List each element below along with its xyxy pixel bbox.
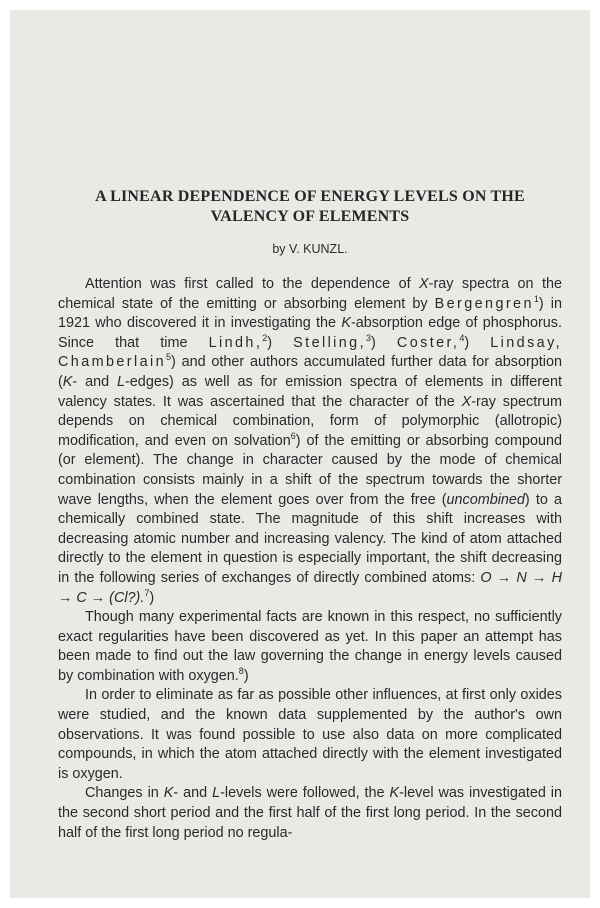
paragraph-4: Changes in K- and L-levels were followed, the K-level was investigated in the second short period and the first half of the first long period. In the second half of the first long period no regula- — [58, 785, 562, 841]
footnote-ref: 5 — [166, 352, 172, 363]
footnote-ref: 1 — [533, 293, 539, 304]
author-name-coster: Coster, — [396, 334, 460, 351]
footnote-ref: 7 — [144, 587, 150, 598]
footnote-ref: 2 — [262, 332, 268, 343]
author-byline: by V. KUNZL. — [272, 242, 348, 256]
footnote-ref: 4 — [459, 332, 465, 343]
emphasis-uncombined: uncombined — [446, 491, 525, 508]
atom-series: O → N → H → C → (Cl?). — [58, 569, 562, 606]
paragraph-2: Though many experimental facts are known in this respect, no sufficiently exact regularities have been discovered as yet. In this paper an attempt has been made to find out the law governing the change in energy levels caused by combination with oxygen.$^8$) — [58, 609, 562, 684]
author-name-stelling: Stelling, — [293, 334, 366, 351]
page — [10, 10, 590, 898]
paper-title — [40, 187, 580, 227]
paragraph-1: Attention was first called to the dependence of X-ray spectra on the chemical state of the emitting or absorbing element by Bergengren$^1$) in 1921 who discovered it in investigating the K-absorption edge of phosphorus. Since that time Lindh,$^2$) Stelling,$^3$) Coster,$^4$) Lindsay, Chamberlain$^5$) and other authors accumulated further data for absorption (K- and L-edges) as well as for emission spectra of elements in different valency states. It was ascertained that the character of the X-ray spectrum depends on chemical combination, form of polymorphic (allotropic) modification, and even on solvation$^6$) of the emitting or absorbing compound (or element). The change in character caused by the mode of chemical combination consists mainly in a shift of the spectrum towards the shorter wave lengths, when the element goes over from the free (uncombined) to a chemically combined state. The magnitude of this shift increases with decreasing atomic number and increasing valency. The kind of atom attached directly to the element in question is especially important, the shift decreasing in the following series of exchanges of directly combined atoms: O → N → H → C → (Cl?).$^7$) — [58, 276, 563, 606]
paragraph-3: In order to eliminate as far as possible other influences, at first only oxides were studied, and the known data supplemented by the author's own observations. It was found possible to use also data on more complicated compounds, in which the atom attached directly with the element investigated is oxygen. — [58, 687, 562, 782]
footnote-ref: 6 — [290, 430, 296, 441]
article-body — [58, 275, 562, 843]
title-line-2: VALENCY OF ELEMENTS — [210, 208, 410, 225]
title-line-1: A LINEAR DEPENDENCE OF ENERGY LEVELS ON THE — [95, 188, 525, 205]
author-name-lindh: Lindh, — [208, 334, 263, 351]
author-name-bergengren: Bergengren — [434, 295, 534, 312]
footnote-ref: 3 — [365, 332, 371, 343]
footnote-ref: 8 — [238, 666, 244, 677]
author-name-lindsay-chamberlain: Lindsay, Chamberlain — [58, 334, 562, 371]
